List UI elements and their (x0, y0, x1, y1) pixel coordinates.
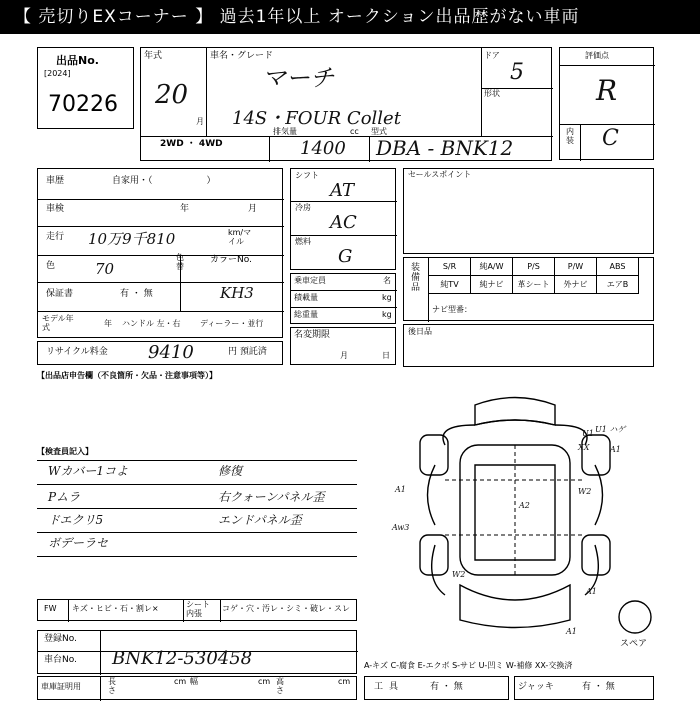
cert-width: 幅 (190, 677, 198, 686)
seat-value: コゲ・穴・汚レ・シミ・破レ・スレ (222, 604, 350, 613)
model-row-year: 年 (104, 319, 112, 328)
capacity-unit: 名 (383, 276, 391, 285)
car-grade-value: 14S・FOUR Collet (232, 108, 401, 129)
equip-ps: P/S (513, 258, 555, 276)
inspection-month: 月 (248, 204, 258, 214)
mileage-value: 10万9千810 (88, 230, 176, 248)
chassis-value: BNK12-530458 (112, 648, 253, 669)
details-box (37, 168, 283, 338)
color-change-label: 色替 (176, 253, 184, 271)
diagram-mark-u1: U1 (582, 429, 594, 438)
score-value: R (596, 74, 618, 107)
equip-tv: 純TV (429, 276, 471, 294)
diagram-mark-a1-left: A1 (395, 485, 406, 494)
inspector-note-7: エンドパネル歪 (218, 513, 302, 527)
chassis-label: 車台No. (44, 655, 77, 665)
shift-label: シフト (295, 171, 319, 180)
equipment-table (428, 257, 639, 294)
arrival-box (403, 324, 654, 367)
jack-value: 有 ・ 無 (582, 682, 615, 692)
diagram-mark-xx: XX (578, 443, 590, 452)
name-change-day: 日 (382, 351, 390, 360)
fw-value: キズ・ヒビ・石・割レ× (72, 604, 159, 613)
cert-length: 長さ (108, 677, 116, 695)
diagram-mark-w2-right: W2 (578, 487, 592, 496)
tools-label: 工具 (374, 682, 405, 692)
gross-unit: kg (382, 310, 392, 319)
tools-value: 有 ・ 無 (430, 682, 463, 692)
seller-note: 【出品店申告欄（不良箇所・欠品・注意事項等）】 (37, 371, 217, 380)
lot-year-tag: [2024] (44, 69, 71, 78)
inspector-note-2: Pムラ (48, 490, 81, 504)
equip-sr: S/R (429, 258, 471, 276)
displacement-value: 1400 (300, 138, 346, 159)
color-no-value: KH3 (220, 284, 254, 302)
navi-label: ナビ型番： (432, 305, 472, 314)
equip-ext-navi: 外ナビ (555, 276, 597, 294)
banner: 【 売切りEXコーナー 】 過去1年以上 オークション出品歴がない車両 (0, 0, 700, 34)
recycle-unit: 円 預託済 (228, 347, 267, 357)
gross-label: 総重量 (294, 310, 318, 319)
load-label: 積載量 (294, 293, 318, 302)
inspector-note-5: 修復 (218, 464, 243, 478)
registration-label: 登録No. (44, 634, 77, 644)
model-type-label: 型式 (371, 127, 387, 136)
aircon-label: 冷房 (295, 203, 311, 212)
diagram-note: U1 ハゲ (595, 425, 626, 434)
warranty-value: 有 ・ 無 (120, 289, 153, 299)
capacity-label: 乗車定員 (294, 276, 326, 285)
fuel-label: 燃料 (295, 237, 311, 246)
model-row-label: モデル年式 (42, 314, 74, 332)
recycle-label: リサイクル料金 (46, 347, 108, 357)
score-label: 評価点 (585, 51, 609, 60)
cert-height: 高さ (276, 677, 284, 695)
jack-label: ジャッキ (518, 682, 554, 692)
equipment-label: 装備品 (411, 263, 421, 293)
arrival-label: 後日品 (408, 327, 432, 336)
doors-label: ドア (484, 51, 500, 60)
equip-pw: P/W (555, 258, 597, 276)
model-row-dealer: ディーラー・並行 (200, 319, 264, 328)
fw-label: FW (44, 604, 57, 613)
inspector-note-3: ドエクリ5 (48, 513, 104, 527)
recycle-value: 9410 (148, 342, 194, 363)
cert-cm-1: cm (174, 677, 187, 686)
history-label: 車歴 (46, 176, 65, 186)
car-name-value: マーチ (262, 64, 334, 92)
seat-label: シート内張 (186, 600, 210, 618)
model-year-month-label: 月 (196, 117, 204, 126)
equip-aw: 純A/W (471, 258, 513, 276)
fuel-value: G (338, 246, 353, 267)
aircon-value: AC (330, 212, 357, 233)
equip-leather: 革シート (513, 276, 555, 294)
diagram-mark-w2-left: W2 (452, 570, 466, 579)
name-change-label: 名変期限 (294, 330, 331, 340)
cert-cm-3: cm (338, 677, 351, 686)
equip-navi: 純ナビ (471, 276, 513, 294)
equip-abs: ABS (597, 258, 639, 276)
lot-label: 出品No. (56, 54, 99, 67)
color-label: 色 (46, 261, 56, 271)
mileage-label: 走行 (46, 232, 65, 242)
color-value: 70 (95, 260, 115, 278)
interior-label: 内装 (566, 127, 574, 145)
displacement-label: 排気量 (273, 127, 297, 136)
inspector-note-1: Wカバー1コよ (48, 464, 128, 478)
load-unit: kg (382, 293, 392, 302)
cert-cm-2: cm (258, 677, 271, 686)
drive-label: 2WD ・ 4WD (160, 139, 223, 149)
shape-label: 形状 (484, 89, 500, 98)
color-no-label: カラーNo. (210, 255, 252, 265)
model-type-value: DBA - BNK12 (376, 136, 514, 160)
car-name-label: 車名・グレード (210, 51, 274, 61)
doors-value: 5 (510, 60, 524, 85)
model-row-handle: ハンドル 左・右 (122, 319, 181, 328)
sales-point-box (403, 168, 654, 254)
interior-value: C (602, 126, 619, 151)
model-year-label: 年式 (144, 51, 163, 61)
history-value: 自家用・（ ） (112, 176, 216, 186)
inspector-label: 【検査員記入】 (37, 447, 93, 456)
diagram-mark-a1-bottom: A1 (586, 587, 597, 596)
model-year-value: 20 (155, 80, 189, 110)
legend: A-キズ C-腐食 E-エクボ S-サビ U-凹ミ W-補修 XX-交換済 (364, 661, 573, 670)
diagram-mark-a1-top: A1 (610, 445, 621, 454)
diagram-mark-a1-rear: A1 (566, 627, 577, 636)
diagram-mark-aw3: Aw3 (392, 523, 410, 532)
shift-value: AT (330, 180, 355, 201)
warranty-label: 保証書 (46, 289, 74, 299)
sales-point-label: セールスポイント (408, 170, 472, 179)
inspection-year: 年 (180, 204, 190, 214)
lot-box (37, 47, 134, 129)
spare-label: スペア (620, 639, 648, 649)
lot-number: 70226 (48, 92, 118, 117)
inspector-note-6: 右クォーンパネル歪 (218, 490, 325, 504)
inspection-label: 車検 (46, 204, 65, 214)
mileage-unit: km/マイル (228, 228, 252, 246)
name-change-month: 月 (340, 351, 348, 360)
cert-label: 車庫証明用 (41, 682, 81, 691)
equip-airbag: エアB (597, 276, 639, 294)
inspector-note-4: ボデーラセ (48, 536, 109, 550)
diagram-mark-a2: A2 (519, 501, 530, 510)
displacement-unit: cc (350, 127, 359, 136)
